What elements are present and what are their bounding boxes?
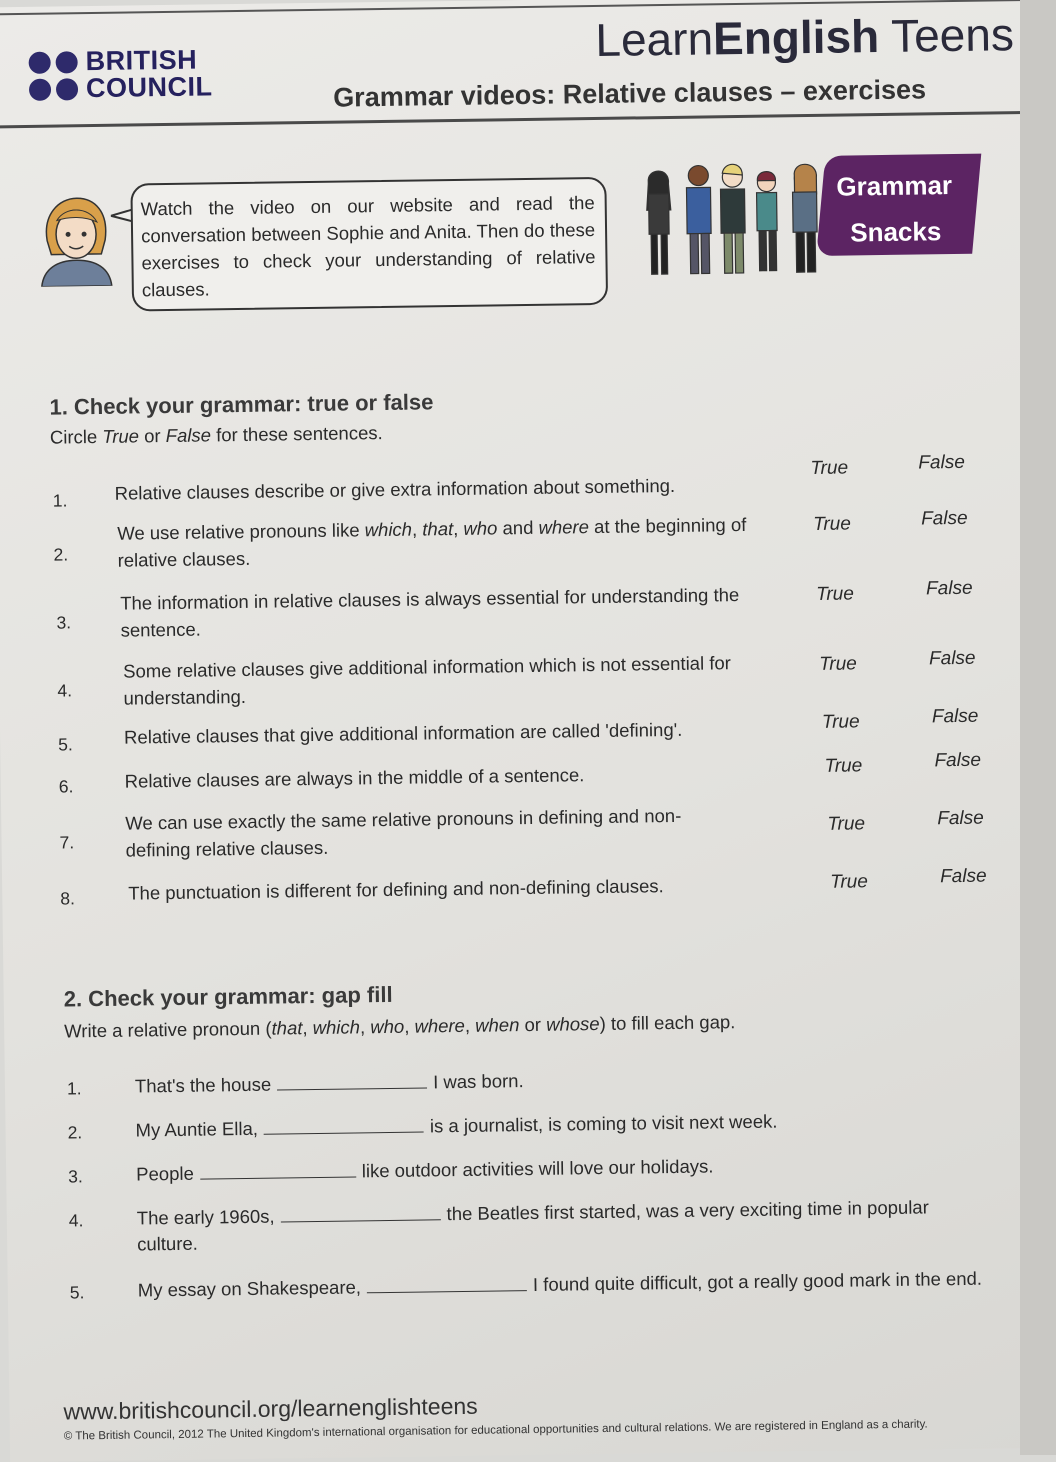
false-option[interactable]: False <box>931 705 979 728</box>
true-option[interactable]: True <box>816 583 854 605</box>
answer-blank[interactable] <box>264 1113 424 1134</box>
tf-item-3: 3. The information in relative clauses is always essential for understanding the sentence. True False <box>0 0 1046 7</box>
british-council-logo <box>28 46 212 103</box>
tf-item-text: Some relative clauses give additional information which is not essential for understanding. <box>123 652 731 709</box>
intro-speech-bubble: Watch the video on our website and read the conversation between Sophie and Anita. Then do these exercises to check your understanding of relative clauses. <box>130 177 608 312</box>
logo-line-1: BRITISH <box>85 44 198 77</box>
true-option[interactable]: True <box>827 813 866 835</box>
false-option[interactable]: False <box>920 507 968 530</box>
learnenglish-teens-logo <box>595 7 1014 67</box>
gap-item-5: 5. My essay on Shakespeare, I found quite difficult, got a really good mark in the end. <box>0 0 1046 7</box>
gap-item-1: 1. That's the house I was born. <box>0 0 1046 7</box>
tf-item-text: We can use exactly the same relative pronouns in defining and non-defining relative clauses. <box>125 804 682 861</box>
page-edge-shadow <box>1020 0 1056 1455</box>
section-2-title: 2. Check your grammar: gap fill <box>63 981 393 1012</box>
section-2-instruction: Write a relative pronoun (that, which, who, where, when or whose) to fill each gap. <box>64 1011 736 1042</box>
answer-blank[interactable] <box>280 1201 440 1222</box>
tf-item-text: The punctuation is different for defining and non-defining clauses. <box>128 875 664 904</box>
false-option[interactable]: False <box>928 647 976 670</box>
brand-english: English <box>712 10 880 65</box>
tf-item-4: 4. Some relative clauses give additional information which is not essential for understanding. True False <box>0 0 1046 7</box>
gap-sentence: People like outdoor activities will love our holidays. <box>136 1155 714 1185</box>
answer-blank[interactable] <box>200 1158 356 1179</box>
brand-learn: Learn <box>595 12 714 66</box>
gap-sentence: The early 1960s, the Beatles first started, was a very exciting time in popular culture. <box>136 1196 929 1255</box>
tf-item-1: 1. Relative clauses describe or give extra information about something. True False <box>52 451 965 511</box>
gap-item-2: 2. My Auntie Ella, is a journalist, is coming to visit next week. <box>0 0 1046 7</box>
badge-grammar: Grammar <box>836 170 953 202</box>
section-1-title: 1. Check your grammar: true or false <box>49 389 434 420</box>
sophie-avatar-icon <box>37 194 114 287</box>
speech-bubble-tail <box>111 207 133 223</box>
tf-item-text: Relative clauses describe or give extra information about something. <box>114 474 676 504</box>
brand-teens: Teens <box>878 8 1015 63</box>
tf-item-text: Relative clauses are always in the middle of a sentence. <box>124 764 585 792</box>
true-option[interactable]: True <box>830 871 869 893</box>
tf-item-5: 5. Relative clauses that give additional information are called 'defining'. True False <box>58 705 979 755</box>
section-1-instruction: Circle True or False for these sentences. <box>49 422 383 448</box>
true-option[interactable]: True <box>813 513 852 535</box>
tf-item-text: The information in relative clauses is always essential for understanding the sentence. <box>120 584 740 641</box>
tf-item-text: Relative clauses that give additional information are called 'defining'. <box>123 718 683 748</box>
gap-item-3: 3. People like outdoor activities will love our holidays. <box>0 0 1046 7</box>
true-option[interactable]: True <box>824 755 863 777</box>
tf-item-text: We use relative pronouns like which, that, who and where at the beginning of relative clauses. <box>117 513 747 571</box>
footer-url[interactable]: www.britishcouncil.org/learnenglishteens <box>63 1392 478 1425</box>
gap-sentence: My Auntie Ella, is a journalist, is coming to visit next week. <box>135 1110 778 1141</box>
tf-item-7: 7. We can use exactly the same relative pronouns in defining and non-defining relative clauses. True False <box>0 0 1046 7</box>
gap-sentence: That's the house I was born. <box>134 1070 524 1097</box>
gap-sentence: My essay on Shakespeare, I found quite difficult, got a really good mark in the end. <box>137 1267 983 1301</box>
logo-dots-icon <box>29 51 79 101</box>
false-option[interactable]: False <box>918 451 965 474</box>
page-title: Grammar videos: Relative clauses – exercises <box>332 74 927 113</box>
false-option[interactable]: False <box>939 865 987 888</box>
grammar-snacks-badge <box>816 154 981 256</box>
footer-copyright: © The British Council, 2012 The United Kingdom's international organisation for educational opportunities and cultural relations. We are registered in England as a charity. <box>63 1418 928 1443</box>
gap-item-4: 4. The early 1960s, the Beatles first started, was a very exciting time in popular culture. <box>0 0 1046 7</box>
true-option[interactable]: True <box>819 653 857 675</box>
answer-blank[interactable] <box>277 1069 427 1090</box>
false-option[interactable]: False <box>934 749 982 772</box>
logo-line-2: COUNCIL <box>85 71 213 104</box>
false-option[interactable]: False <box>925 577 973 600</box>
true-option[interactable]: True <box>821 711 860 733</box>
answer-blank[interactable] <box>367 1272 527 1293</box>
false-option[interactable]: False <box>937 807 984 830</box>
grammar-characters-illustration <box>640 158 842 281</box>
true-option[interactable]: True <box>810 457 849 480</box>
tf-item-6: 6. Relative clauses are always in the middle of a sentence. True False <box>58 749 982 797</box>
tf-item-8: 8. The punctuation is different for defining and non-defining clauses. True False <box>60 865 987 909</box>
header-divider <box>0 111 1047 129</box>
tf-item-2: 2. We use relative pronouns like which, that, who and where at the beginning of relative clauses. True False <box>0 0 1046 7</box>
badge-snacks: Snacks <box>850 216 942 248</box>
